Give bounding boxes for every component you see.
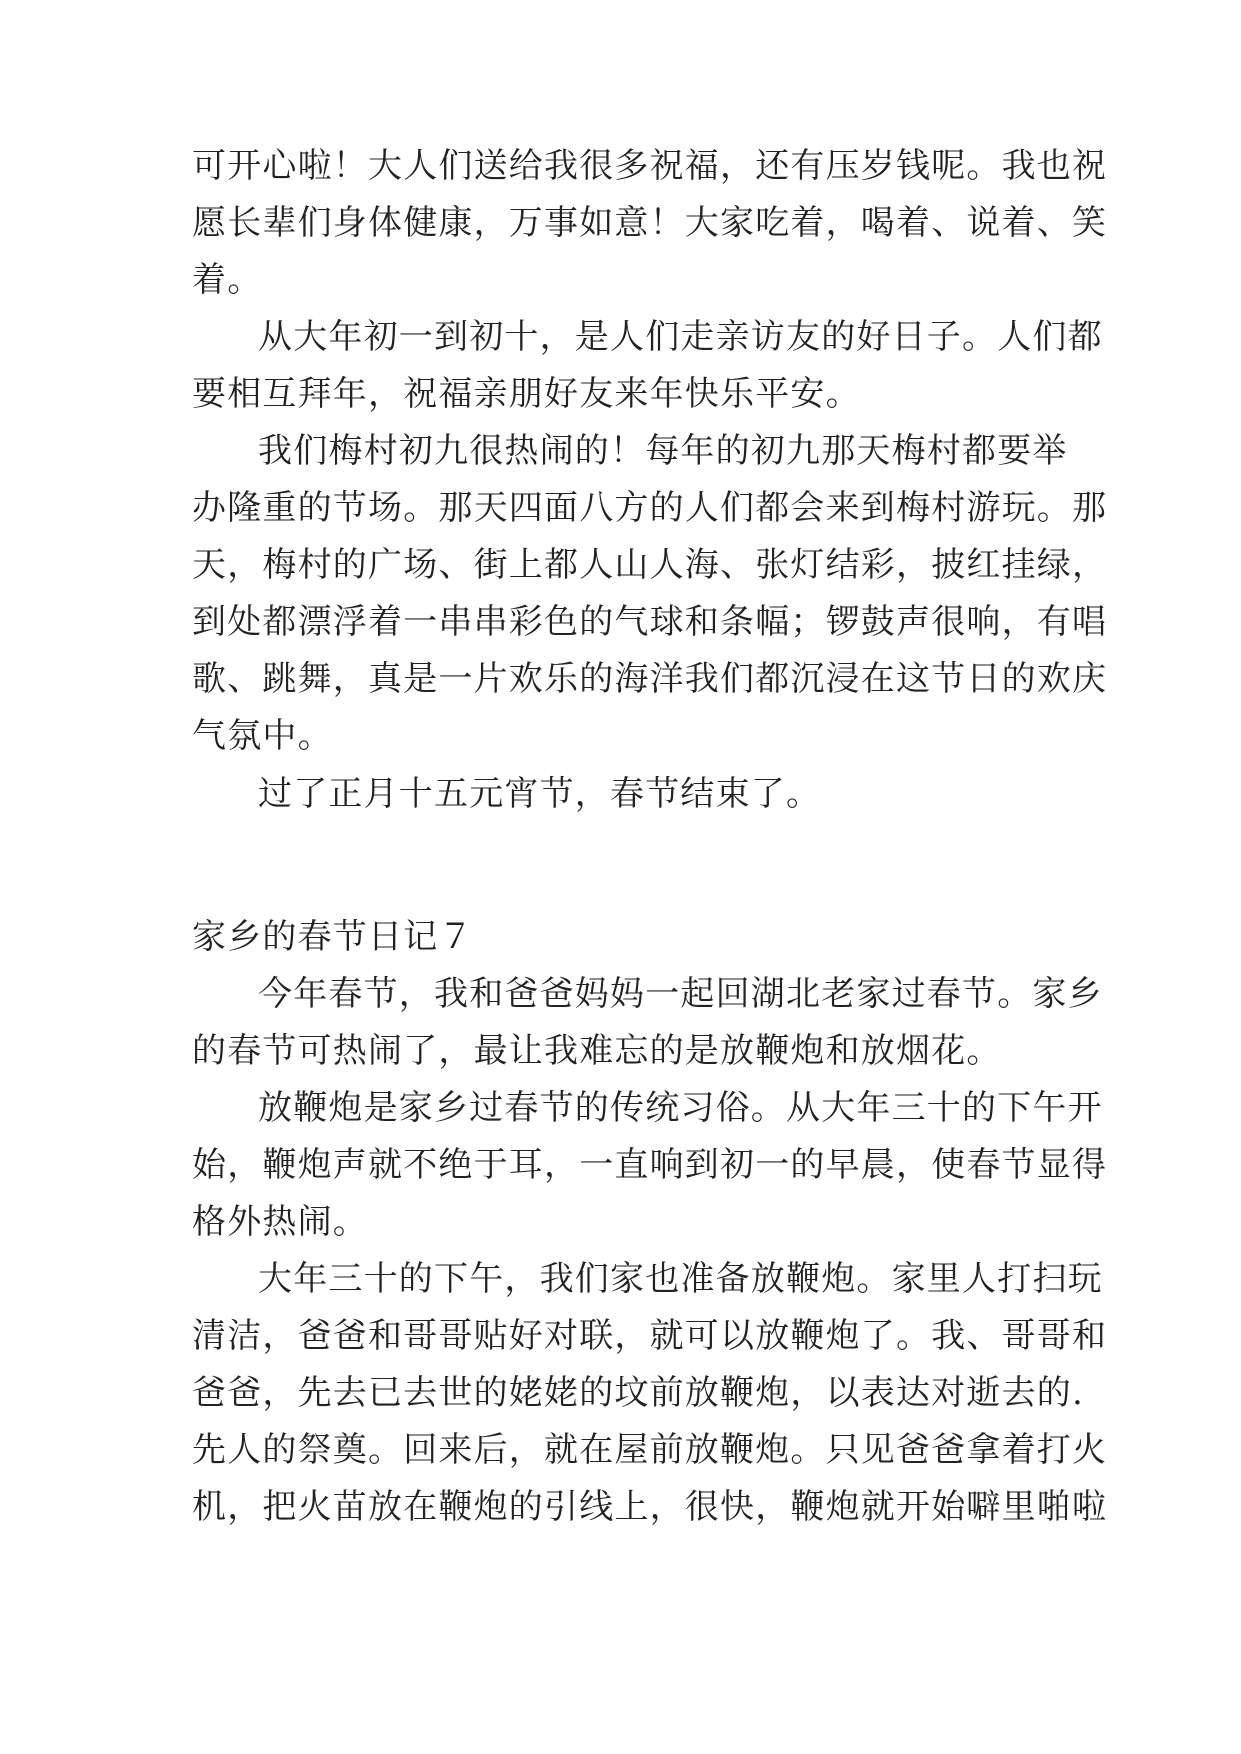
text-line: 爸爸，先去已去世的姥姥的坟前放鞭炮，以表达对逝去的.: [192, 1373, 1085, 1413]
text-line: 过了正月十五元宵节，春节结束了。: [258, 774, 822, 814]
section-heading: 家乡的春节日记７: [192, 917, 474, 957]
text-line: 可开心啦！大人们送给我很多祝福，还有压岁钱呢。我也祝: [192, 146, 1108, 186]
text-line: 气氛中。: [192, 716, 333, 756]
text-line: 我们梅村初九很热闹的！每年的初九那天梅村都要举: [258, 431, 1068, 471]
text-line: 的春节可热闹了，最让我难忘的是放鞭炮和放烟花。: [192, 1031, 1002, 1071]
text-line: 天，梅村的广场、街上都人山人海、张灯结彩，披红挂绿，: [192, 545, 1108, 585]
text-line: 大年三十的下午，我们家也准备放鞭炮。家里人打扫玩: [258, 1259, 1103, 1299]
text-line: 今年春节，我和爸爸妈妈一起回湖北老家过春节。家乡: [258, 974, 1103, 1014]
text-line: 机，把火苗放在鞭炮的引线上，很快，鞭炮就开始噼里啪啦: [192, 1487, 1108, 1527]
text-line: 歌、跳舞，真是一片欢乐的海洋我们都沉浸在这节日的欢庆: [192, 659, 1108, 699]
text-line: 要相互拜年，祝福亲朋好友来年快乐平安。: [192, 374, 861, 414]
text-line: 愿长辈们身体健康，万事如意！大家吃着，喝着、说着、笑: [192, 203, 1108, 243]
text-line: 着。: [192, 260, 263, 300]
text-line: 清洁，爸爸和哥哥贴好对联，就可以放鞭炮了。我、哥哥和: [192, 1316, 1108, 1356]
text-line: 从大年初一到初十，是人们走亲访友的好日子。人们都: [258, 317, 1103, 357]
text-line: 始，鞭炮声就不绝于耳，一直响到初一的早晨，使春节显得: [192, 1145, 1108, 1185]
text-line: 放鞭炮是家乡过春节的传统习俗。从大年三十的下午开: [258, 1088, 1103, 1128]
text-line: 办隆重的节场。那天四面八方的人们都会来到梅村游玩。那: [192, 488, 1108, 528]
text-line: 先人的祭奠。回来后，就在屋前放鞭炮。只见爸爸拿着打火: [192, 1430, 1108, 1470]
text-line: 到处都漂浮着一串串彩色的气球和条幅；锣鼓声很响，有唱: [192, 602, 1108, 642]
text-line: 格外热闹。: [192, 1202, 368, 1242]
